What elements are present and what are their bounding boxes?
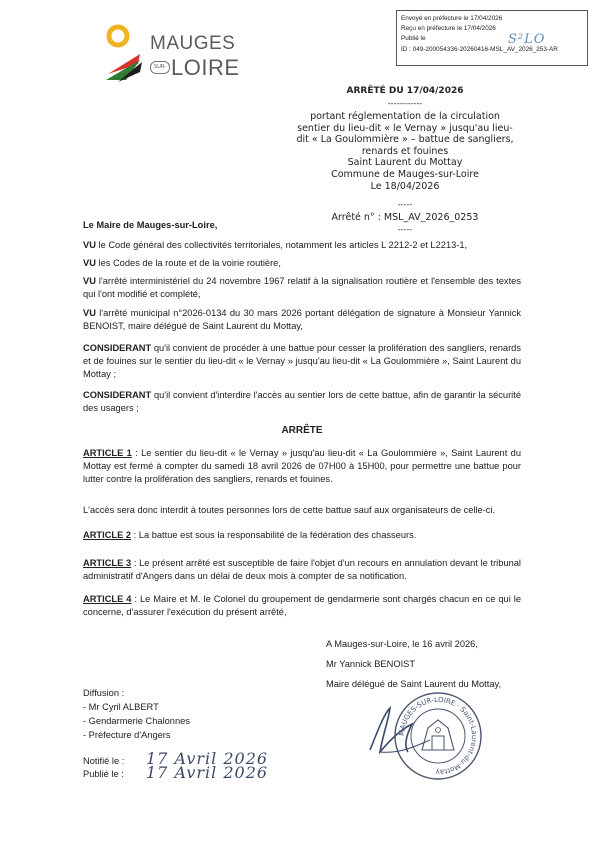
article-2-label: ARTICLE 2 [83,530,132,540]
publie-label: Publié le : [83,769,124,779]
article-2-text: : La battue est sous la responsabilité de la fédération des chasseurs. [131,530,417,540]
header-dashes-3: ----- [397,225,413,234]
signatory-role: Maire délégué de Saint Laurent du Mottay, [326,679,502,689]
article-3-text: : Le présent arrêté est susceptible de faire l'objet d'un recours en annulation devant le tribunal administratif d'Angers dans un délai de deux mois à compter de sa notification. [83,558,521,581]
article-2 [83,529,521,542]
diffusion-item: - Gendarmerie Chalonnes [83,716,190,726]
vu-2-label: VU [83,258,96,268]
article-3-label: ARTICLE 3 [83,558,132,568]
considerant-1 [83,342,521,381]
subject-line-2: sentier du lieu-dit « le Vernay » jusqu'au lieu- [297,122,513,134]
vu-2 [83,257,521,270]
subject-line-7: Le 18/04/2026 [370,180,440,192]
article-1-text: : Le sentier du lieu-dit « le Vernay » jusqu'au lieu-dit « La Goulommière », Saint Laurent du Mottay est fermé à compter du samedi 18 avril 2026 de 07H00 à 15H00, pour permettre une battue pour lutter contre la prolifération des sangliers, renards et fouines. [83,448,521,484]
prefecture-receipt-box [396,10,588,66]
considerant-1-label: CONSIDERANT [83,343,152,353]
svg-text:MAUGES-SUR-LOIRE · Saint-Laure: MAUGES-SUR-LOIRE · Saint-Laurent-du-Mottay [397,695,479,777]
notifie-date-handwritten: 17 Avril 2026 [146,749,269,768]
header-dashes-1: ------------ [387,99,423,108]
article-4-text: : Le Maire et M. le Colonel du groupement de gendarmerie sont chargés chacun en ce qui le concerne, d'assurer l'exécution du présent arrêté, [83,594,521,617]
vu-4-label: VU [83,308,96,318]
diffusion-item: - Préfecture d'Angers [83,730,171,740]
considerant-2 [83,389,521,415]
received-date: Reçu en préfecture le 17/04/2026 [401,25,496,33]
sent-date: Envoyé en préfecture le 17/04/2026 [401,15,503,22]
article-4 [83,593,521,619]
arrete-heading: ARRÊTE [281,425,323,436]
logo-ring-icon [109,27,127,45]
access-paragraph: L'accès sera donc interdit à toutes personnes lors de cette battue sauf aux organisateurs de celle-ci. [83,505,496,515]
notifie-label: Notifié le : [83,756,125,766]
considerant-2-label: CONSIDERANT [83,390,152,400]
subject-line-5: Saint Laurent du Mottay [347,157,463,169]
considerant-1-text: qu'il convient de procéder à une battue pour cesser la prolifération des sangliers, renards et de fouines sur le sentier du lieu-dit « le Vernay » jusqu'au lieu-dit « La Goulommière », Saint Laurent du Mottay ; [83,343,521,379]
signatory-name: Mr Yannick BENOIST [326,659,416,669]
logo-sur-badge: SUR- [150,61,170,74]
subject-line-3: dit « La Goulommière » – battue de sangliers, [296,134,514,146]
mayor-heading: Le Maire de Mauges-sur-Loire, [83,220,218,230]
article-1 [83,447,521,486]
subject-line-6: Commune de Mauges-sur-Loire [331,168,479,180]
slo-stamp: S²LO [508,32,546,47]
subject-line-4: renards et fouines [361,145,449,157]
vu-1-text: le Code général des collectivités territoriales, notamment les articles L 2212-2 et L2213-1, [95,240,468,250]
diffusion-title: Diffusion : [83,688,125,698]
logo-line-loire: LOIRE [171,55,240,80]
vu-2-text: les Codes de la route et de la voirie routière, [95,258,281,268]
document-id: ID : 049-200054336-20260416-MSL_AV_2026_253-AR [401,45,558,53]
article-4-label: ARTICLE 4 [83,594,132,604]
vu-1 [83,239,521,252]
vu-4-text: l'arrêté municipal n°2026-0134 du 30 mars 2026 portant délégation de signature à Monsieur Yannick BENOIST, maire délégué de Saint Laurent du Mottay, [83,308,521,331]
vu-3-text: l'arrêté interministériel du 24 novembre 1967 relatif à la signalisation routière et l'ensemble des textes qui l'ont modifié et complété, [83,276,521,299]
article-3 [83,557,521,583]
considerant-2-text: qu'il convient d'interdire l'accès au sentier lors de cette battue, afin de garantir la sécurité des usagers ; [83,390,521,413]
arrete-number: Arrêté n° : MSL_AV_2026_0253 [331,212,479,223]
official-seal [392,690,484,782]
header-subject [290,111,520,192]
arrete-title: ARRÊTÉ DU 17/04/2026 [346,86,464,96]
diffusion-item: - Mr Cyril ALBERT [83,702,159,712]
vu-1-label: VU [83,240,96,250]
published-date: Publié le [401,35,426,43]
vu-3-label: VU [83,276,96,286]
vu-3 [83,275,521,301]
place-date: A Mauges-sur-Loire, le 16 avril 2026, [326,639,478,649]
article-1-label: ARTICLE 1 [83,448,132,458]
vu-4 [83,307,521,333]
publie-date-handwritten: 17 Avril 2026 [146,763,269,782]
header-dashes-2: ----- [397,200,413,209]
subject-line-1: portant réglementation de la circulation [310,111,500,122]
logo-line-mauges: MAUGES [150,33,236,54]
